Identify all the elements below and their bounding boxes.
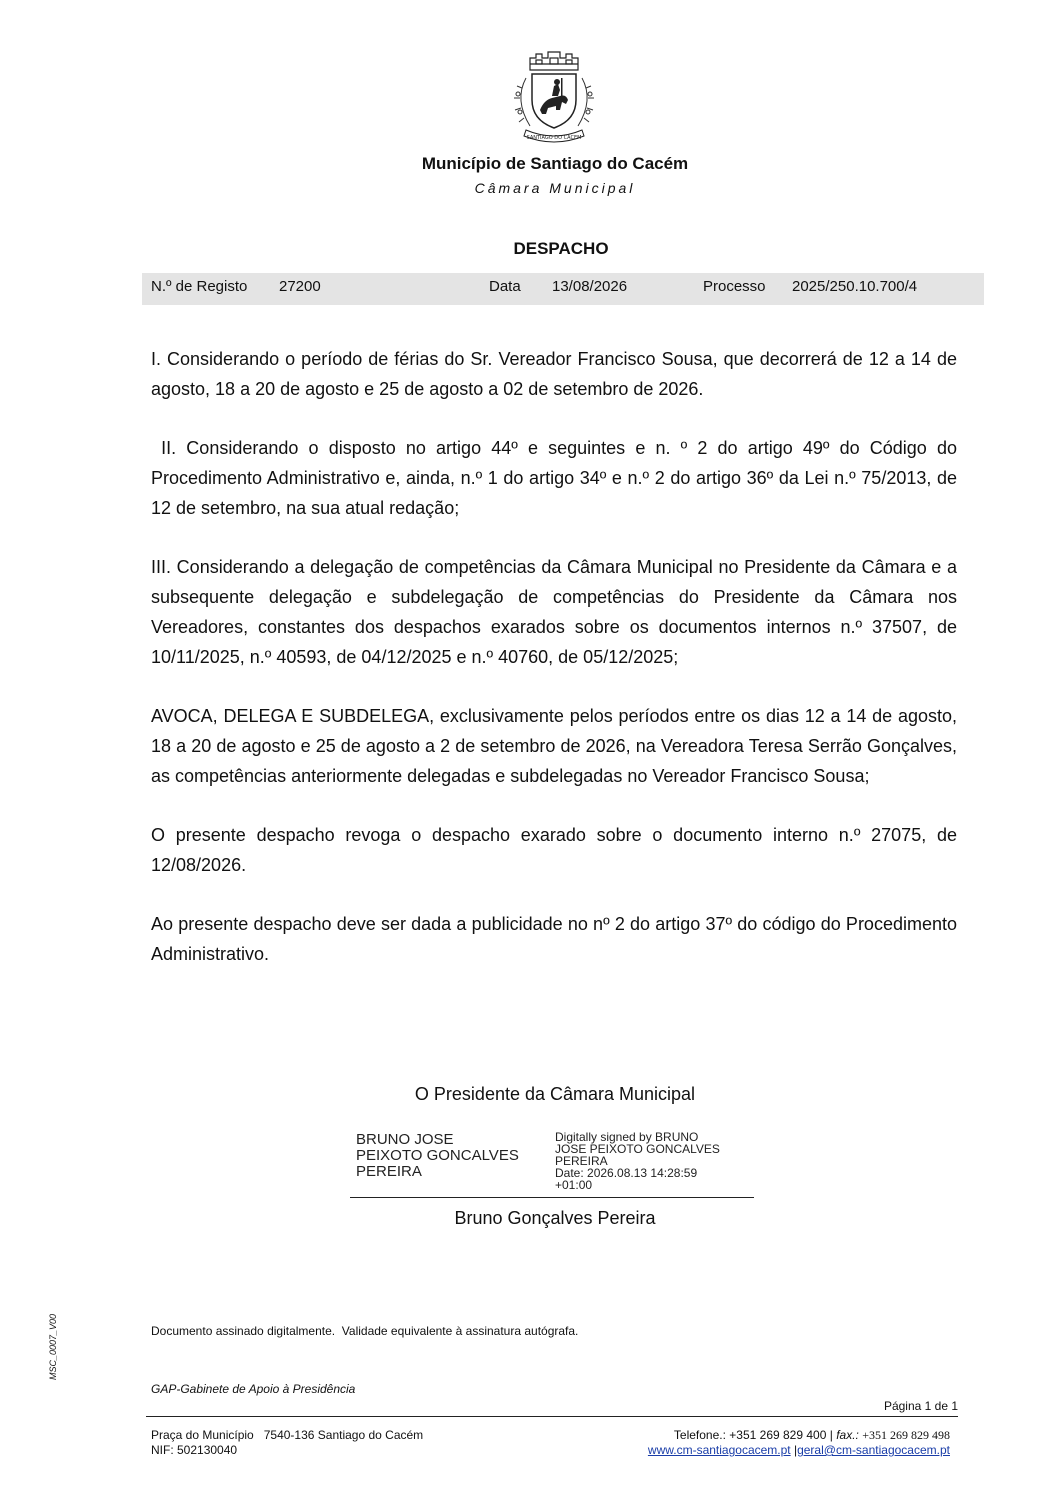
process-label: Processo <box>703 278 766 295</box>
footer-address <box>151 1428 423 1458</box>
email-link[interactable]: geral@cm-santiagocacem.pt <box>797 1443 950 1457</box>
svg-text:SANTIAGO DO CACEM: SANTIAGO DO CACEM <box>526 135 582 141</box>
registry-number-label: N.º de Registo <box>151 278 248 295</box>
phone-number: +351 269 829 400 <box>729 1428 827 1442</box>
process-value: 2025/250.10.700/4 <box>792 278 918 295</box>
paragraph-revocation: O presente despacho revoga o despacho exarado sobre o documento interno n.º 27075, de 12/08/2026. <box>151 825 957 875</box>
document-body <box>151 344 963 998</box>
fax-number: +351 269 829 498 <box>862 1428 950 1442</box>
digital-signature-note: Documento assinado digitalmente. Validade equivalente à assinatura autógrafa. <box>151 1324 579 1338</box>
paragraph-decision: AVOCA, DELEGA E SUBDELEGA, exclusivamente pelos períodos entre os dias 12 a 14 de agosto, 18 a 20 de agosto e 25 de agosto a 2 de setembro de 2026, na Vereadora Teresa Serrão Gonçalves, as competências anteriormente delegadas e subdelegadas no Vereador Francisco Sousa; <box>151 706 957 786</box>
nif: NIF: 502130040 <box>151 1443 238 1457</box>
address: Praça do Município 7540-136 Santiago do Cacém <box>151 1428 424 1442</box>
page-number: Página 1 de 1 <box>883 1399 958 1413</box>
municipal-coat-of-arms-icon <box>500 48 608 148</box>
department-name: GAP-Gabinete de Apoio à Presidência <box>151 1382 356 1396</box>
date-label: Data <box>489 278 521 295</box>
digital-signature-details: Digitally signed by BRUNO JOSE PEIXOTO GONCALVES PEREIRA Date: 2026.08.13 14:28:59 +01:00 <box>555 1130 720 1192</box>
municipality-name: Município de Santiago do Cacém <box>421 154 689 173</box>
registry-bar <box>142 273 984 305</box>
paragraph-considering-vacation: I. Considerando o período de férias do Sr. Vereador Francisco Sousa, que decorrerá de 12 a 14 de agosto, 18 a 20 de agosto e 25 de agosto a 02 de setembro de 2026. <box>151 349 957 399</box>
date-value: 13/08/2026 <box>552 278 628 295</box>
web-email-line: www.cm-santiagocacem.pt |geral@cm-santiagocacem.pt <box>647 1443 950 1457</box>
signatory-role: O Presidente da Câmara Municipal <box>414 1084 696 1104</box>
phone-fax-line: Telefone.: +351 269 829 400 | fax.: +351 269 829 498 <box>673 1428 950 1442</box>
fax-label: fax.: <box>836 1428 859 1442</box>
paragraph-publicity: Ao presente despacho deve ser dada a publicidade no nº 2 do artigo 37º do código do Procedimento Administrativo. <box>151 914 957 964</box>
paragraph-delegation: III. Considerando a delegação de competências da Câmara Municipal no Presidente da Câmara e a subsequente delegação e subdelegação de competências do Presidente da Câmara nos Vereadores, constantes dos despachos exarados sobre os documentos internos n.º 37507, de 10/11/2025, n.º 40593, de 04/12/2025 e n.º 40760, de 05/12/2025; <box>151 557 957 667</box>
paragraph-legal-basis: II. Considerando o disposto no artigo 44º e seguintes e n. º 2 do artigo 49º do Código do Procedimento Administrativo e, ainda, n.º 1 do artigo 34º e n.º 2 do artigo 36º da Lei n.º 75/2013, de 12 de setembro, na sua atual redação; <box>151 438 963 518</box>
footer-contacts <box>600 1428 950 1458</box>
signer-name: Bruno Gonçalves Pereira <box>454 1208 656 1228</box>
registry-number-value: 27200 <box>279 278 321 295</box>
municipality-subtitle: Câmara Municipal <box>474 180 636 196</box>
form-code: MSC_0007_V00 <box>48 1313 58 1380</box>
document-title: DESPACHO <box>513 239 609 258</box>
signature-line <box>350 1197 754 1198</box>
website-link[interactable]: www.cm-santiagocacem.pt <box>647 1443 791 1457</box>
footer-divider <box>146 1416 958 1417</box>
digital-signature-name-block: BRUNO JOSE PEIXOTO GONCALVES PEREIRA <box>356 1131 519 1180</box>
